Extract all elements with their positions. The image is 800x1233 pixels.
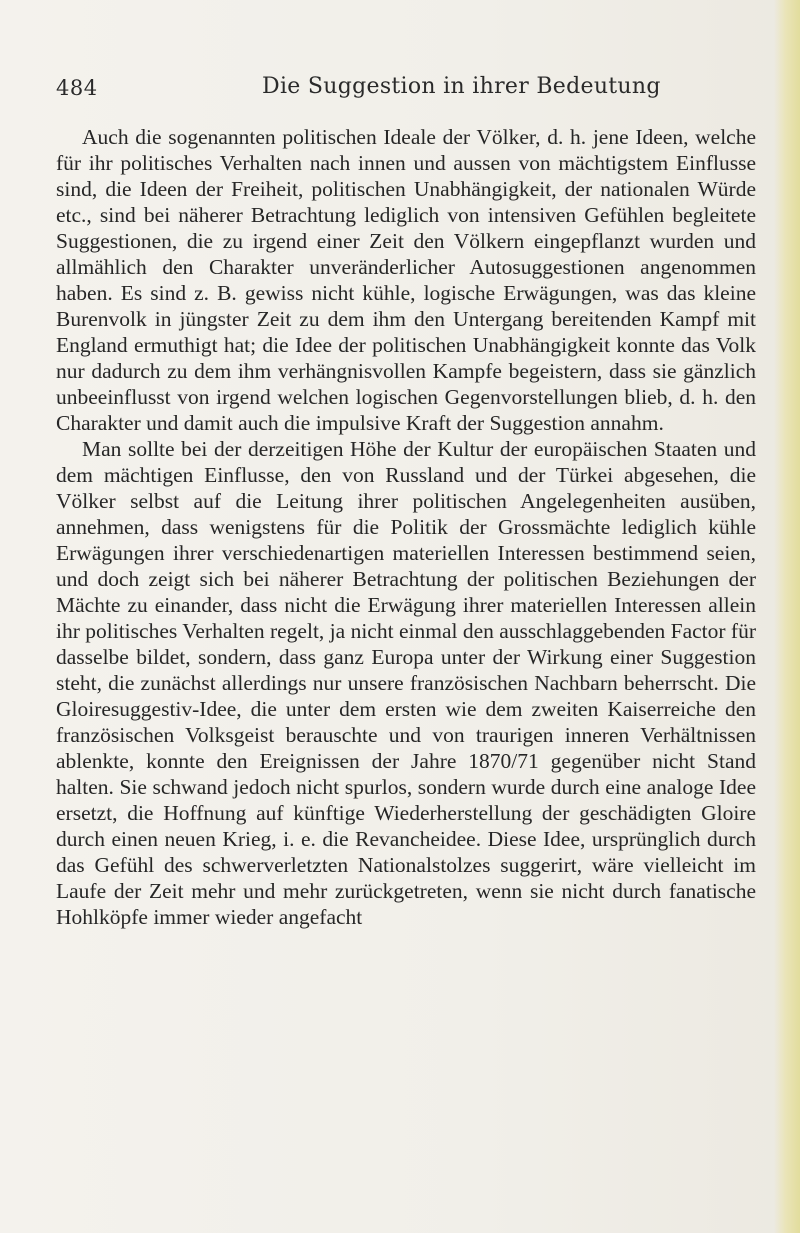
paragraph: Auch die sogenannten politischen Ideale der Völker, d. h. jene Ideen, welche für ihr politisches Verhalten nach innen und aussen von mächtigstem Einflusse sind, die Ideen der Freiheit, politischen Unabhängigkeit, der nationalen Würde etc., sind bei näherer Betrachtung lediglich von intensiven Gefühlen begleitete Suggestionen, die zu irgend einer Zeit den Völkern eingepflanzt wurden und allmählich den Charakter unveränderlicher Autosuggestionen angenommen haben. Es sind z. B. gewiss nicht kühle, logische Erwägungen, was das kleine Burenvolk in jüngster Zeit zu dem ihm den Untergang bereitenden Kampf mit England ermuthigt hat; die Idee der politischen Unabhängigkeit konnte das Volk nur dadurch zu dem ihm verhängnisvollen Kampfe begeistern, dass sie gänzlich unbeeinflusst von irgend welchen logischen Gegenvorstellungen blieb, d. h. den Charakter und damit auch die impulsive Kraft der Suggestion annahm. xyxy=(56,125,756,435)
paragraph: Man sollte bei der derzeitigen Höhe der Kultur der europäischen Staaten und dem mächtigen Einflusse, den von Russland und der Türkei abgesehen, die Völker selbst auf die Leitung ihrer politischen Angelegenheiten ausüben, annehmen, dass wenigstens für die Politik der Grossmächte lediglich kühle Erwägungen ihrer verschiedenartigen materiellen Interessen bestimmend seien, und doch zeigt sich bei näherer Betrachtung der politischen Beziehungen der Mächte zu einander, dass nicht die Erwägung ihrer materiellen Interessen allein ihr politisches Verhalten regelt, ja nicht einmal den ausschlaggebenden Factor für dasselbe bildet, sondern, dass ganz Europa unter der Wirkung einer Suggestion steht, die zunächst allerdings nur unsere französischen Nachbarn beherrscht. Die Gloiresuggestiv-Idee, die unter dem ersten wie dem zweiten Kaiserreiche den französischen Volksgeist berauschte und von traurigen inneren Verhältnissen ablenkte, konnte den Ereignissen der Jahre 1870/71 gegenüber nicht Stand halten. Sie schwand jedoch nicht spurlos, sondern wurde durch eine analoge Idee ersetzt, die Hoffnung auf künftige Wiederherstellung der geschädigten Gloire durch einen neuen Krieg, i. e. die Revancheidee. Diese Idee, ursprünglich durch das Gefühl des schwerverletzten Nationalstolzes suggerirt, wäre vielleicht im Laufe der Zeit mehr und mehr zurückgetreten, wenn sie nicht durch fanatische Hohlköpfe immer wieder angefacht xyxy=(56,437,756,929)
body-text xyxy=(56,124,756,930)
page-number: 484 xyxy=(56,76,98,100)
page-edge-shadow xyxy=(774,0,800,1233)
page-header xyxy=(56,74,756,104)
running-title: Die Suggestion in ihrer Bedeutung xyxy=(262,74,661,99)
